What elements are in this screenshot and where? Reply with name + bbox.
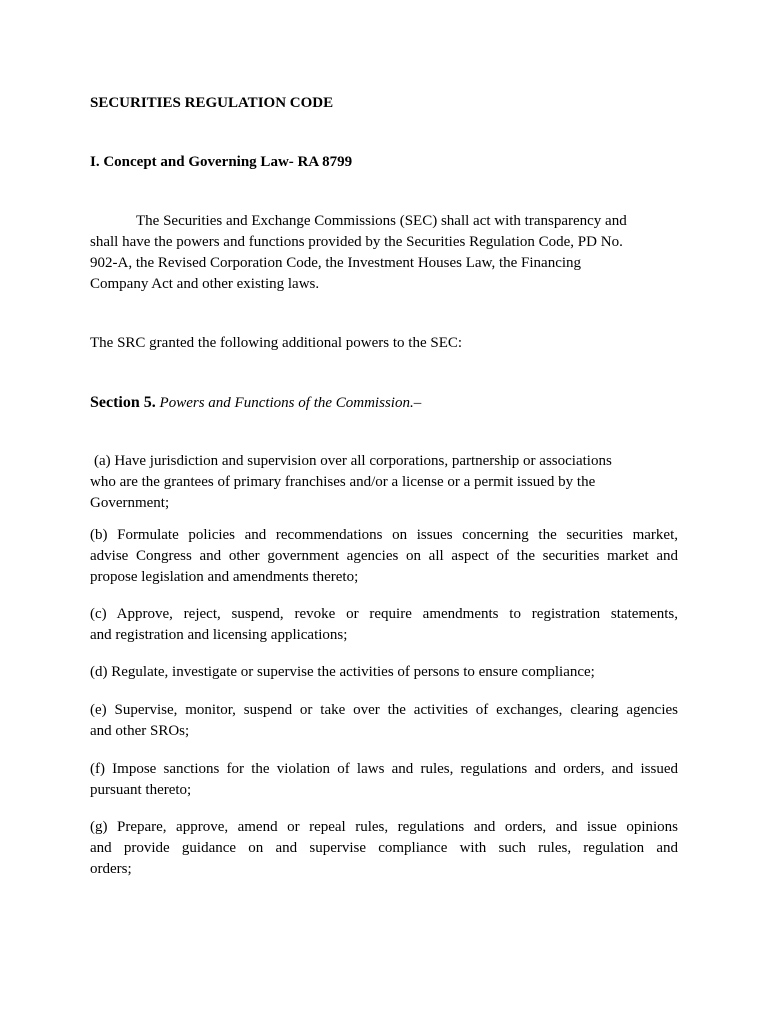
item-a-line: (a) Have jurisdiction and supervision over all corporations, partnership or associations bbox=[94, 453, 612, 469]
section-number: Section 5. bbox=[90, 394, 156, 411]
section-dash: – bbox=[413, 395, 422, 411]
section-title: Powers and Functions of the Commission. bbox=[159, 395, 414, 411]
item-e-line: (e) Supervise, monitor, suspend or take over the activities of exchanges, clearing agencies bbox=[90, 702, 678, 718]
item-g-line: (g) Prepare, approve, amend or repeal rules, regulations and orders, and issue opinions bbox=[90, 819, 678, 835]
section-heading: I. Concept and Governing Law- RA 8799 bbox=[90, 154, 353, 170]
item-e-line: and other SROs; bbox=[90, 723, 190, 739]
section-5-heading bbox=[90, 392, 421, 414]
item-f-line: pursuant thereto; bbox=[90, 782, 192, 798]
intro-line: The Securities and Exchange Commissions (SEC) shall act with transparency and bbox=[136, 213, 627, 229]
item-g-line: and provide guidance on and supervise compliance with such rules, regulation and bbox=[90, 840, 678, 856]
item-b-line: propose legislation and amendments thereto; bbox=[90, 569, 359, 585]
intro-line: Company Act and other existing laws. bbox=[90, 276, 320, 292]
item-f-line: (f) Impose sanctions for the violation of laws and rules, regulations and orders, and issued bbox=[90, 761, 678, 777]
item-b-line: (b) Formulate policies and recommendations on issues concerning the securities market, bbox=[90, 527, 678, 543]
item-c-line: and registration and licensing applications; bbox=[90, 627, 348, 643]
item-g-line: orders; bbox=[90, 861, 132, 877]
src-statement: The SRC granted the following additional powers to the SEC: bbox=[90, 335, 463, 351]
item-d-line: (d) Regulate, investigate or supervise the activities of persons to ensure compliance; bbox=[90, 664, 595, 680]
item-c-line: (c) Approve, reject, suspend, revoke or require amendments to registration statements, bbox=[90, 606, 678, 622]
item-b-line: advise Congress and other government agencies on all aspect of the securities market and bbox=[90, 548, 678, 564]
item-a-line: who are the grantees of primary franchises and/or a license or a permit issued by the bbox=[90, 474, 596, 490]
intro-line: 902-A, the Revised Corporation Code, the Investment Houses Law, the Financing bbox=[90, 255, 582, 271]
document-title: SECURITIES REGULATION CODE bbox=[90, 95, 334, 111]
item-a-line: Government; bbox=[90, 495, 170, 511]
intro-line: shall have the powers and functions provided by the Securities Regulation Code, PD No. bbox=[90, 234, 623, 250]
